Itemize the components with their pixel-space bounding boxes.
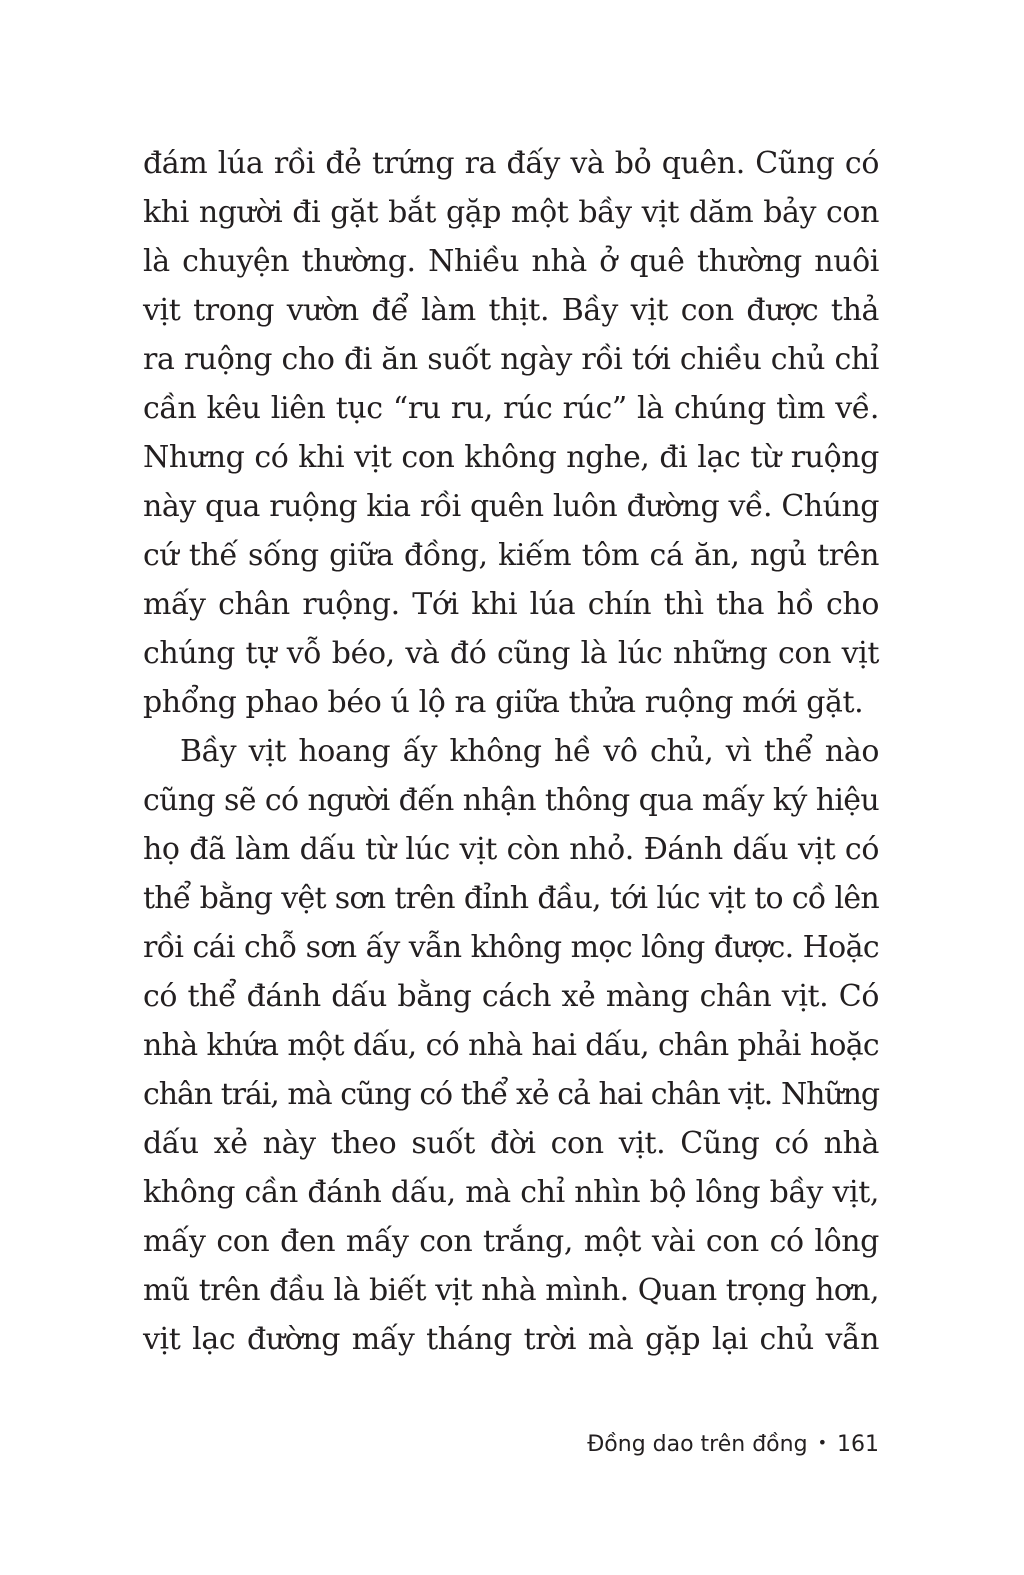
text-line: chúng tự vỗ béo, và đó cũng là lúc những con vịt [143, 636, 879, 671]
text-line: đám lúa rồi đẻ trứng ra đấy và bỏ quên. Cũng có [143, 146, 879, 181]
page-number: 161 [837, 1432, 879, 1457]
text-line: ra ruộng cho đi ăn suốt ngày rồi tới chiều chủ chỉ [143, 342, 879, 377]
text-line: cũng sẽ có người đến nhận thông qua mấy ký hiệu [143, 783, 879, 818]
text-line: khi người đi gặt bắt gặp một bầy vịt dăm bảy con [143, 195, 879, 230]
text-line: thể bằng vệt sơn trên đỉnh đầu, tới lúc vịt to cồ lên [143, 881, 879, 916]
text-line: mũ trên đầu là biết vịt nhà mình. Quan trọng hơn, [143, 1273, 879, 1308]
text-line: vịt trong vườn để làm thịt. Bầy vịt con được thả [143, 293, 879, 328]
text-line: mấy con đen mấy con trắng, một vài con có lông [143, 1224, 879, 1259]
text-line: vịt lạc đường mấy tháng trời mà gặp lại chủ vẫn [143, 1322, 879, 1357]
text-line: cần kêu liên tục “ru ru, rúc rúc” là chúng tìm về. [143, 391, 879, 426]
body-text [143, 139, 879, 1364]
text-line: mấy chân ruộng. Tới khi lúa chín thì tha hồ cho [143, 587, 879, 622]
text-line: nhà khứa một dấu, có nhà hai dấu, chân phải hoặc [143, 1028, 879, 1063]
text-line: Bầy vịt hoang ấy không hề vô chủ, vì thể nào [180, 734, 879, 769]
page-footer [587, 1425, 879, 1465]
text-line: dấu xẻ này theo suốt đời con vịt. Cũng có nhà [143, 1126, 879, 1161]
running-title: Đồng dao trên đồng [587, 1432, 808, 1457]
text-line: rồi cái chỗ sơn ấy vẫn không mọc lông được. Hoặc [143, 930, 879, 965]
text-line: phổng phao béo ú lộ ra giữa thửa ruộng mới gặt. [143, 685, 864, 720]
text-line: cứ thế sống giữa đồng, kiếm tôm cá ăn, ngủ trên [143, 538, 879, 573]
text-line: không cần đánh dấu, mà chỉ nhìn bộ lông bầy vịt, [143, 1175, 879, 1210]
text-line: này qua ruộng kia rồi quên luôn đường về. Chúng [143, 489, 879, 524]
footer-separator: • [817, 1433, 827, 1452]
text-line: Nhưng có khi vịt con không nghe, đi lạc từ ruộng [143, 440, 879, 475]
text-line: chân trái, mà cũng có thể xẻ cả hai chân vịt. Những [143, 1077, 879, 1112]
text-line: họ đã làm dấu từ lúc vịt còn nhỏ. Đánh dấu vịt có [143, 832, 879, 867]
text-line: là chuyện thường. Nhiều nhà ở quê thường nuôi [143, 244, 879, 279]
text-line: có thể đánh dấu bằng cách xẻ màng chân vịt. Có [143, 979, 879, 1014]
